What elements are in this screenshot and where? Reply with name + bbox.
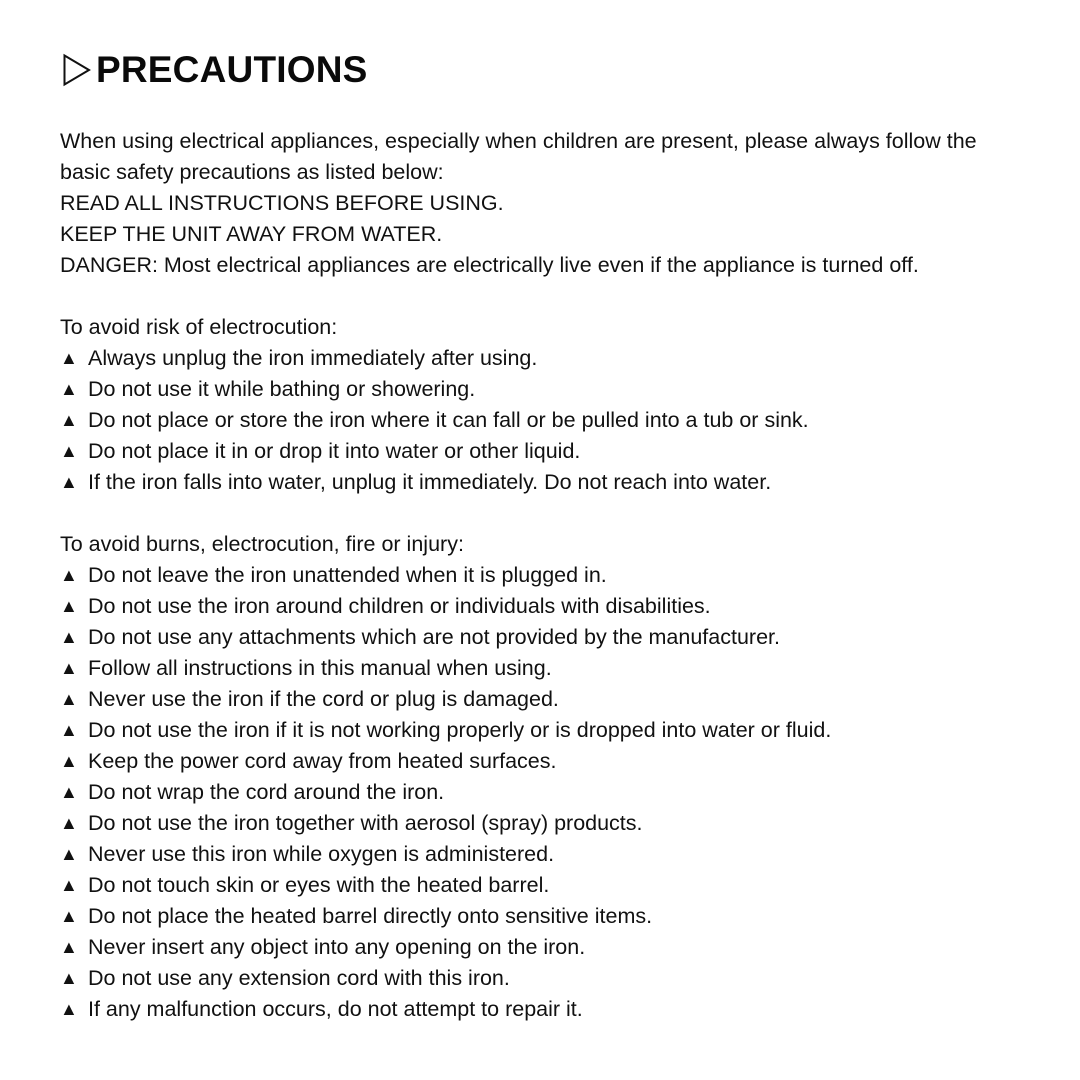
section-gap	[60, 498, 1020, 529]
triangle-bullet-icon: ▲	[60, 441, 78, 461]
list-item	[60, 994, 1020, 1025]
list-item-text: Never use the iron if the cord or plug is damaged.	[88, 687, 559, 711]
triangle-bullet-icon: ▲	[60, 782, 78, 802]
precautions-page	[60, 48, 1020, 1025]
danger-notice: DANGER: Most electrical appliances are electrically live even if the appliance is turned off.	[60, 253, 919, 277]
triangle-bullet-icon: ▲	[60, 472, 78, 492]
list-item-text: Always unplug the iron immediately after using.	[88, 346, 538, 370]
list-item	[60, 467, 1020, 498]
list-item-text: Do not use the iron together with aerosol (spray) products.	[88, 811, 643, 835]
list-item	[60, 746, 1020, 777]
triangle-bullet-icon: ▲	[60, 658, 78, 678]
list-item	[60, 932, 1020, 963]
list-item	[60, 870, 1020, 901]
list-item-text: Do not place or store the iron where it can fall or be pulled into a tub or sink.	[88, 408, 809, 432]
list-item	[60, 343, 1020, 374]
list-item	[60, 405, 1020, 436]
triangle-bullet-icon: ▲	[60, 875, 78, 895]
list-item	[60, 715, 1020, 746]
list-item-text: Never use this iron while oxygen is administered.	[88, 842, 555, 866]
list-item	[60, 622, 1020, 653]
read-instructions-notice: READ ALL INSTRUCTIONS BEFORE USING.	[60, 191, 504, 215]
intro-paragraph: When using electrical appliances, especially when children are present, please always follow the basic safety precautions as listed below:	[60, 129, 977, 184]
list-item	[60, 777, 1020, 808]
list-item	[60, 374, 1020, 405]
list-item-text: Do not place the heated barrel directly onto sensitive items.	[88, 904, 653, 928]
list-item	[60, 684, 1020, 715]
list-item	[60, 436, 1020, 467]
list-item	[60, 901, 1020, 932]
precautions-content	[60, 126, 1020, 1025]
keep-away-water-notice: KEEP THE UNIT AWAY FROM WATER.	[60, 222, 443, 246]
section-gap	[60, 281, 1020, 312]
triangle-bullet-icon: ▲	[60, 565, 78, 585]
triangle-bullet-icon: ▲	[60, 751, 78, 771]
bullet-list	[60, 343, 1020, 498]
list-item-text: Do not use any extension cord with this iron.	[88, 966, 510, 990]
list-item	[60, 653, 1020, 684]
list-item-text: Do not use any attachments which are not provided by the manufacturer.	[88, 625, 780, 649]
triangle-bullet-icon: ▲	[60, 410, 78, 430]
list-item-text: Do not use the iron around children or individuals with disabilities.	[88, 594, 711, 618]
list-item-text: If any malfunction occurs, do not attempt to repair it.	[88, 997, 583, 1021]
list-item-text: Keep the power cord away from heated surfaces.	[88, 749, 557, 773]
bullet-list	[60, 560, 1020, 1025]
page-title-text: PRECAUTIONS	[96, 49, 368, 90]
list-item-text: Do not use the iron if it is not working properly or is dropped into water or fluid.	[88, 718, 832, 742]
section-heading: To avoid risk of electrocution:	[60, 315, 338, 339]
triangle-bullet-icon: ▲	[60, 999, 78, 1019]
list-item-text: Do not leave the iron unattended when it is plugged in.	[88, 563, 607, 587]
burns-fire-injury-section	[60, 529, 1020, 1025]
triangle-bullet-icon: ▲	[60, 627, 78, 647]
list-item-text: Never insert any object into any opening on the iron.	[88, 935, 586, 959]
triangle-bullet-icon: ▲	[60, 348, 78, 368]
triangle-bullet-icon: ▲	[60, 689, 78, 709]
list-item	[60, 808, 1020, 839]
triangle-bullet-icon: ▲	[60, 906, 78, 926]
right-pointing-triangle-outline-icon	[62, 53, 92, 87]
list-item	[60, 963, 1020, 994]
triangle-bullet-icon: ▲	[60, 596, 78, 616]
list-item-text: Do not place it in or drop it into water or other liquid.	[88, 439, 581, 463]
list-item-text: Follow all instructions in this manual when using.	[88, 656, 552, 680]
list-item-text: Do not touch skin or eyes with the heated barrel.	[88, 873, 550, 897]
list-item	[60, 839, 1020, 870]
list-item	[60, 560, 1020, 591]
list-item-text: If the iron falls into water, unplug it immediately. Do not reach into water.	[88, 470, 772, 494]
triangle-bullet-icon: ▲	[60, 937, 78, 957]
section-heading: To avoid burns, electrocution, fire or injury:	[60, 532, 464, 556]
triangle-bullet-icon: ▲	[60, 968, 78, 988]
list-item-text: Do not wrap the cord around the iron.	[88, 780, 445, 804]
triangle-bullet-icon: ▲	[60, 844, 78, 864]
triangle-bullet-icon: ▲	[60, 720, 78, 740]
list-item	[60, 591, 1020, 622]
triangle-bullet-icon: ▲	[60, 379, 78, 399]
page-title	[60, 48, 1020, 92]
electrocution-section	[60, 312, 1020, 498]
triangle-bullet-icon: ▲	[60, 813, 78, 833]
list-item-text: Do not use it while bathing or showering.	[88, 377, 476, 401]
